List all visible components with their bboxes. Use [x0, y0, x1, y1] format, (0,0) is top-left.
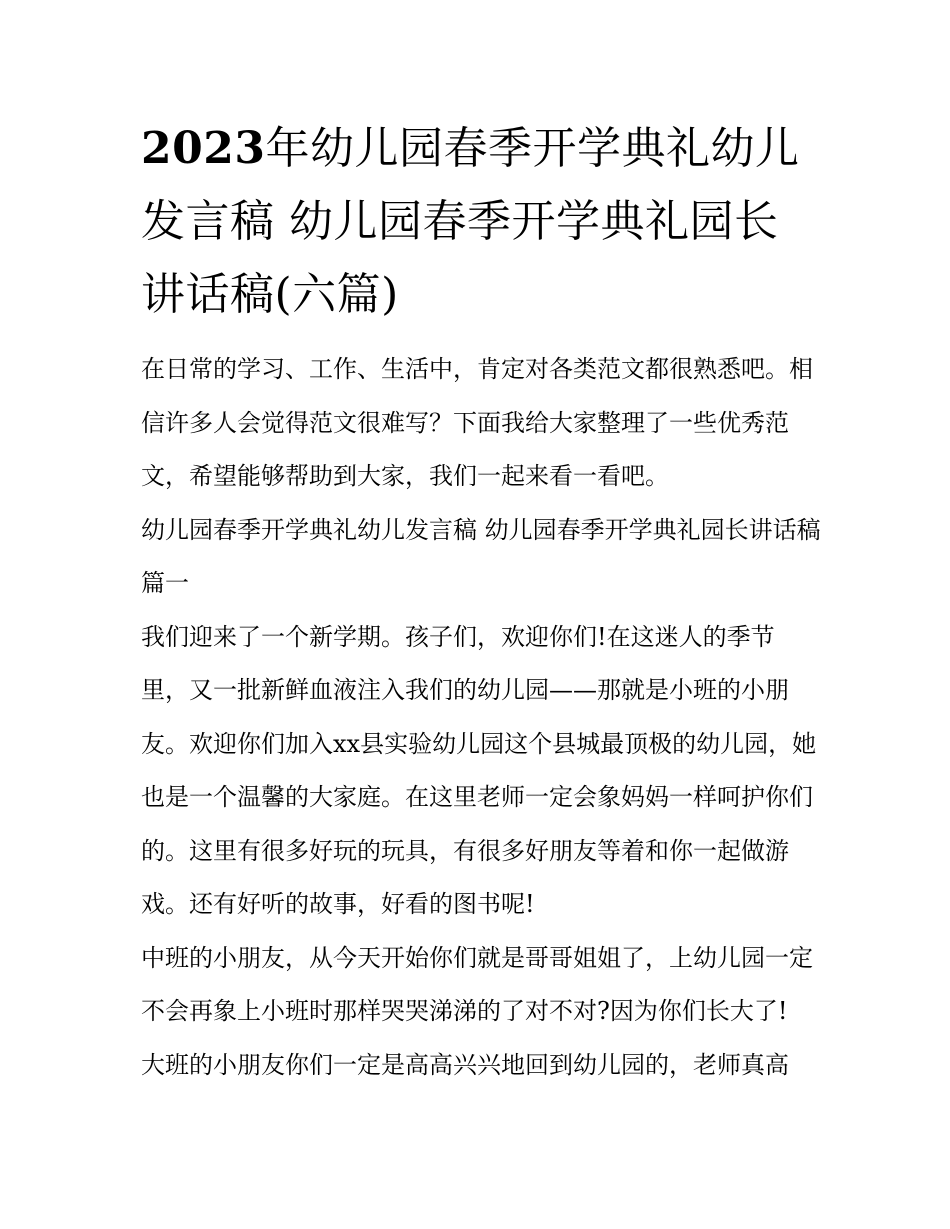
body-paragraph-senior-class: 大班的小朋友你们一定是高高兴兴地回到幼儿园的，老师真高	[141, 1050, 789, 1079]
title-year: 2023	[141, 123, 266, 174]
body-paragraph-welcome: 我们迎来了一个新学期。孩子们，欢迎你们!在这迷人的季节里，又一批新鲜血液注入我们的幼儿园——那就是小班的小朋友。欢迎你们加入xx县实验幼儿园这个县城最顶极的幼儿园，她也是一个温馨的大家庭。在这里老师一定会象妈妈一样呵护你们的。这里有很多好玩的玩具，有很多好朋友等着和你一起做游戏。还有好听的故事，好看的图书呢!	[141, 622, 817, 918]
document-title	[141, 112, 821, 331]
intro-paragraph: 在日常的学习、工作、生活中，肯定对各类范文都很熟悉吧。相信许多人会觉得范文很难写？下面我给大家整理了一些优秀范文，希望能够帮助到大家，我们一起来看一看吧。	[141, 355, 813, 490]
body-paragraph-middle-class: 中班的小朋友，从今天开始你们就是哥哥姐姐了，上幼儿园一定不会再象上小班时那样哭哭涕涕的了对不对?因为你们长大了!	[141, 943, 813, 1025]
document-body	[141, 112, 821, 1092]
title-text: 年幼儿园春季开学典礼幼儿发言稿 幼儿园春季开学典礼园长讲话稿(六篇)	[141, 123, 800, 320]
section-heading: 幼儿园春季开学典礼幼儿发言稿 幼儿园春季开学典礼园长讲话稿篇一	[141, 515, 821, 597]
